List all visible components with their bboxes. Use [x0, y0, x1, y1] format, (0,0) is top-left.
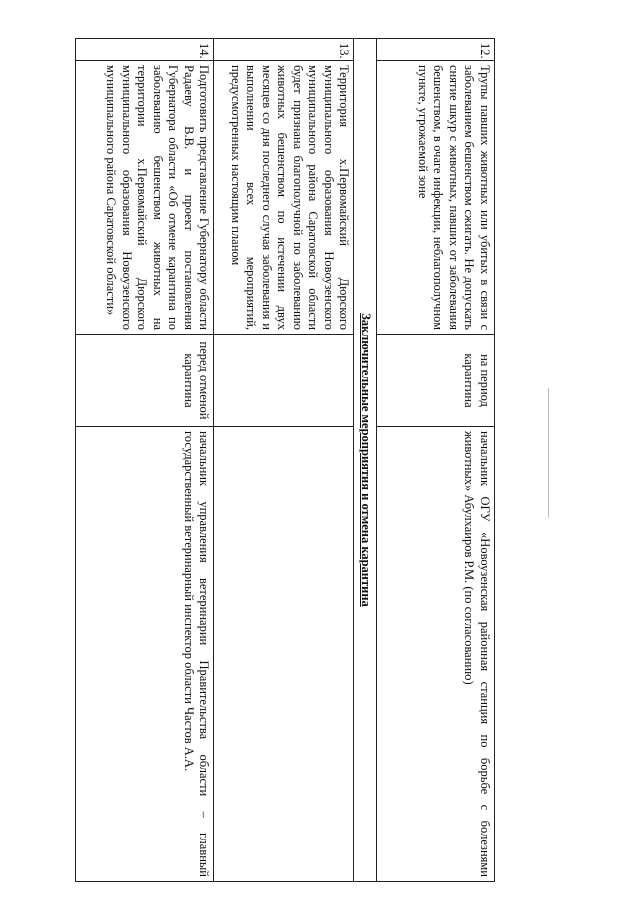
section-row — [354, 39, 377, 882]
row-term: перед отменой карантина — [76, 335, 214, 427]
row-responsible — [214, 427, 354, 882]
table-row — [377, 39, 495, 882]
row-responsible: начальник управления ветеринарии Правительства области – главный государственный ветеринарный инспектор области Частов А.А. — [76, 427, 214, 882]
row-term: на период карантина — [377, 335, 495, 427]
row-action: Территория х.Первомайский Дюрского муниципального образования Новоузенского муниципального района Саратовской области будет признана благополучной по заболеванию животных бешенством по истечении двух месяцев со дня последнего случая заболевания и выполнении всех мероприятий, предусмотренных настоящим планом — [214, 61, 354, 335]
section-title — [354, 39, 377, 882]
row-number: 14. — [76, 39, 214, 61]
row-action: Трупы павших животных или убитых в связи с заболеванием бешенством сжигать. Не допускать снятие шкур с животных, павших от заболевания бешенством, в очаге инфекции, неблагополучном пункте, угрожаемой зоне — [377, 61, 495, 335]
row-responsible: начальник ОГУ «Новоузенская районная станция по борьбе с болезнями животных» Абулхаиров Р.М. (по согласованию) — [377, 427, 495, 882]
row-term — [214, 335, 354, 427]
scan-fold-line — [548, 388, 549, 518]
row-number: 12. — [377, 39, 495, 61]
row-action: Подготовить представление Губернатору области Радаеву В.В. и проект постановления Губернатора области «Об отмене карантина по заболеванию бешенством животных на территории х.Первомайский Дюрского муниципального образования Новоузенского муниципального района Саратовской области» — [76, 61, 214, 335]
rotated-table-container — [77, 38, 495, 881]
row-number: 13. — [214, 39, 354, 61]
section-title-text: Заключительные мероприятия и отмена карантина — [359, 313, 373, 607]
table-row — [76, 39, 214, 882]
measures-table — [76, 38, 496, 882]
table-row — [214, 39, 354, 882]
